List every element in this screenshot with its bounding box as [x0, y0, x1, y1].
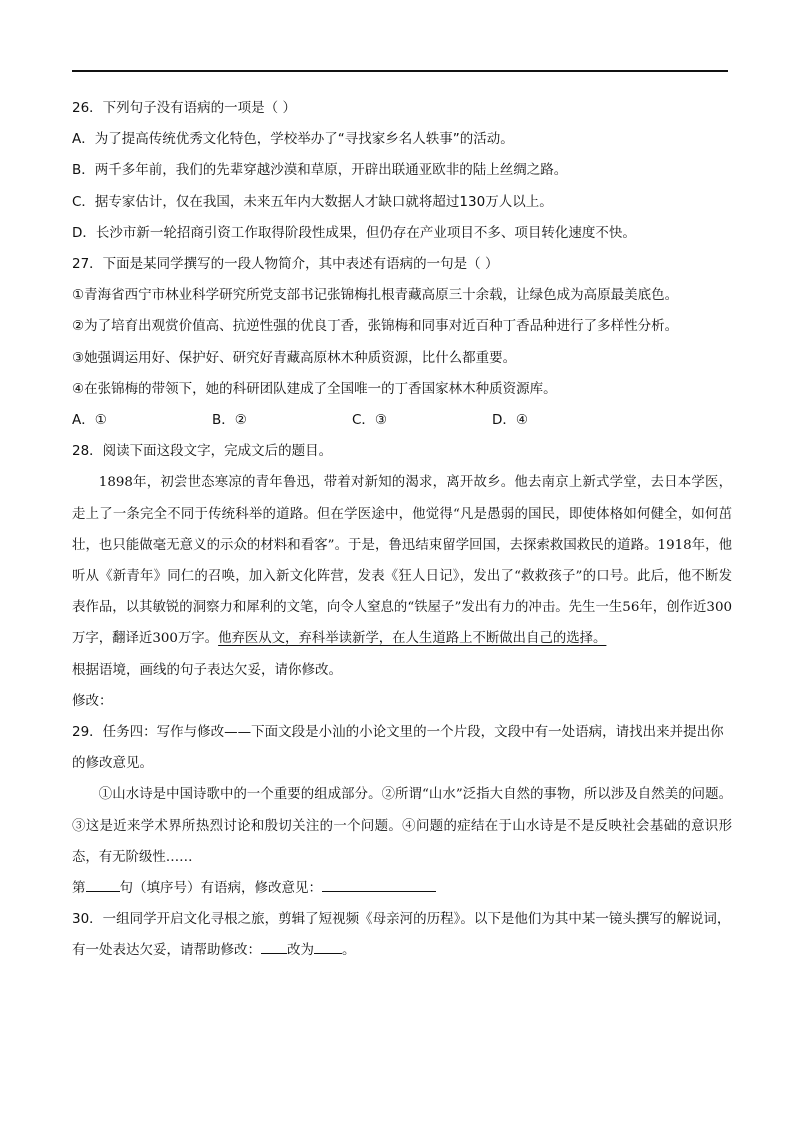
q27-choice-a: A．①	[72, 412, 107, 429]
q30-original-blank[interactable]	[261, 939, 287, 954]
q29-answer-mid: 句（填序号）有语病，修改意见：	[119, 880, 322, 897]
q29-answer-line	[72, 873, 732, 904]
header-rule	[72, 70, 728, 72]
exam-page	[72, 93, 732, 967]
q26-option-b: B．两千多年前，我们的先辈穿越沙漠和草原，开辟出联通亚欧非的陆上丝绸之路。	[72, 162, 568, 179]
q26-option-c: C．据专家估计，仅在我国，未来五年内大数据人才缺口就将超过130万人以上。	[72, 193, 553, 210]
q27-sentence-3: ③她强调运用好、保护好、研究好青藏高原林木种质资源，比什么都重要。	[72, 349, 517, 366]
q27-choices	[72, 405, 732, 436]
q27-choice-b: B．②	[212, 412, 247, 429]
q26-option-d: D．长沙市新一轮招商引资工作取得阶段性成果，但仍存在产业项目不多、项目转化速度不快。	[72, 224, 636, 241]
q26-option-a: A．为了提高传统优秀文化特色，学校举办了“寻找家乡名人轶事”的活动。	[72, 131, 514, 148]
q28-underlined-sentence: 他弃医从文，弃科举读新学，在人生道路上不断做出自己的选择。	[218, 631, 607, 647]
q28-question: 根据语境，画线的句子表达欠妥，请你修改。	[72, 661, 342, 678]
q29-answer-prefix: 第	[72, 880, 86, 897]
q30-stem: 30．一组同学开启文化寻根之旅，剪辑了短视频《母亲河的历程》。以下是他们为其中某一镜头撰写的解说词，有一处表达欠妥，请帮助修改：	[72, 911, 731, 959]
q29-suggestion-blank[interactable]	[322, 877, 436, 892]
q28-answer-label: 修改：	[72, 692, 113, 709]
q29-stem: 29．任务四：写作与修改——下面文段是小汕的小论文里的一个片段，文段中有一处语病，请找出来并提出你的修改意见。	[72, 724, 724, 772]
q28-stem: 28．阅读下面这段文字，完成文后的题目。	[72, 443, 333, 460]
q30-end: 。	[342, 942, 356, 959]
q30-line	[72, 904, 732, 966]
q27-sentence-2: ②为了培育出观赏价值高、抗逆性强的优良丁香，张锦梅和同事对近百种丁香品种进行了多样性分析。	[72, 318, 679, 335]
q27-sentence-4: ④在张锦梅的带领下，她的科研团队建成了全国唯一的丁香国家林木种质资源库。	[72, 380, 557, 397]
q28-passage	[72, 467, 732, 654]
q30-revised-blank[interactable]	[314, 939, 342, 954]
q28-passage-text: 1898年，初尝世态寒凉的青年鲁迅，带着对新知的渴求，离开故乡。他去南京上新式学堂，去日本学医，走上了一条完全不同于传统科举的道路。但在学医途中，他觉得“凡是愚弱的国民，即使体格如何健全，如何茁壮，也只能做毫无意义的示众的材料和看客”。于是，鲁迅结束留学回国，去探索救国救民的道路。1918年，他听从《新青年》同仁的召唤，加入新文化阵营，发表《狂人日记》，发出了“救救孩子”的口号。此后，他不断发表作品，以其敏锐的洞察力和犀利的文笔，向令人窒息的“铁屋子”发出有力的冲击。先生一生56年，创作近300万字，翻译近300万字。	[72, 475, 732, 647]
q29-sentence-number-blank[interactable]	[86, 877, 120, 892]
q27-sentence-1: ①青海省西宁市林业科学研究所党支部书记张锦梅扎根青藏高原三十余载，让绿色成为高原最美底色。	[72, 287, 679, 304]
q27-stem: 27．下面是某同学撰写的一段人物简介，其中表述有语病的一句是（ ）	[72, 256, 499, 273]
q27-choice-d: D．④	[492, 412, 528, 429]
q29-passage: ①山水诗是中国诗歌中的一个重要的组成部分。②所谓“山水”泛指大自然的事物，所以涉及自然美的问题。③这是近来学术界所热烈讨论和殷切关注的一个问题。④问题的症结在于山水诗是不是反映社会基础的意识形态，有无阶级性……	[72, 787, 732, 865]
q27-choice-c: C．③	[352, 412, 388, 429]
q26-stem: 26．下列句子没有语病的一项是（ ）	[72, 100, 296, 116]
q30-mid: 改为	[287, 942, 314, 959]
